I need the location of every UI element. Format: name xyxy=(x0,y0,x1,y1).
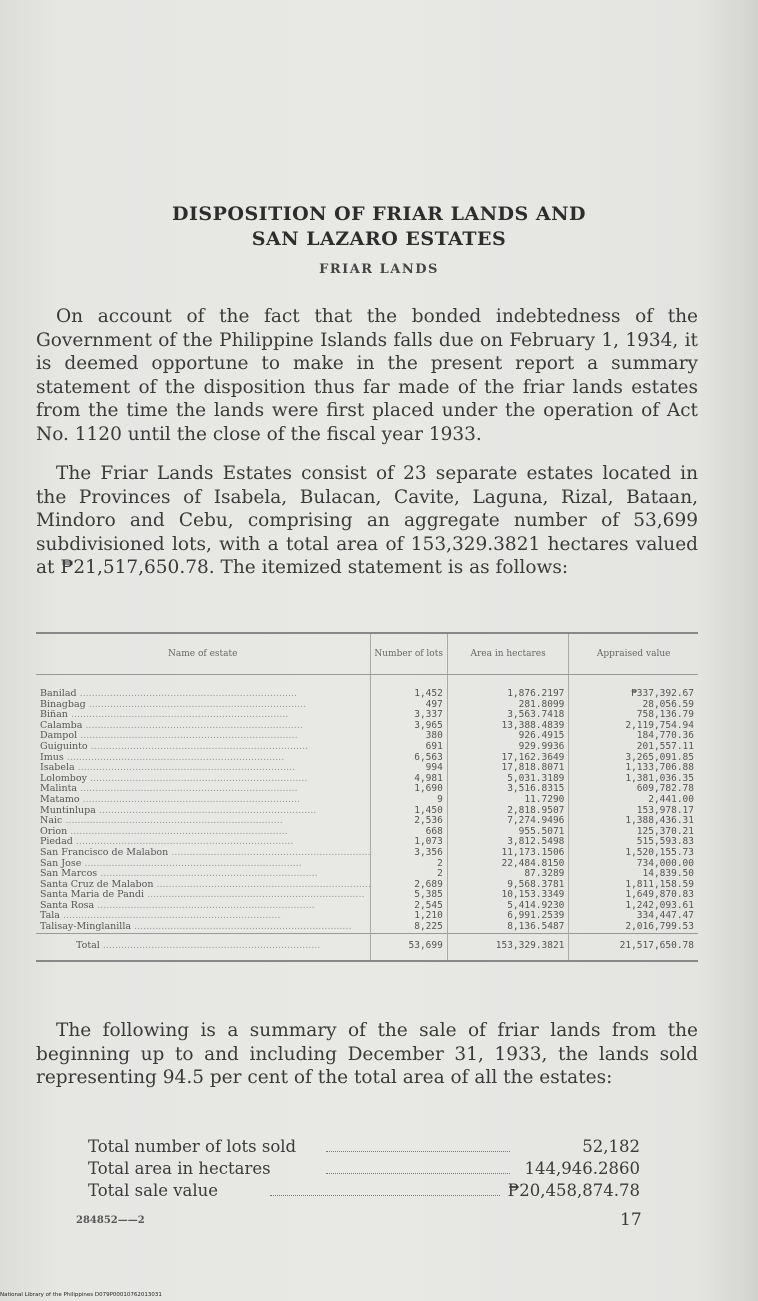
area-cell: 926.4915 xyxy=(447,731,569,742)
lots-cell: 5,385 xyxy=(370,890,447,901)
table-row xyxy=(36,880,698,891)
value-cell: 1,649,870.83 xyxy=(569,890,698,901)
lots-cell: 2 xyxy=(370,869,447,880)
total-cell: 153,329.3821 xyxy=(447,933,569,961)
value-cell: 734,000.00 xyxy=(569,859,698,870)
value-cell: 201,557.11 xyxy=(569,742,698,753)
paragraph-1: On account of the fact that the bonded indebtedness of the Government of the Philippine Islands falls due on February 1, 1934, it is deemed opportune to make in the present report a summary statement of the disposition thus far made of the friar lands estates from the time the lands were first placed under the operation of Act No. 1120 until the close of the fiscal year 1933. xyxy=(36,306,698,445)
table-row xyxy=(36,837,698,848)
estate-name: Calamba ..... xyxy=(36,721,370,732)
lots-cell: 2 xyxy=(370,859,447,870)
estate-name: Banilad ..... xyxy=(36,675,370,700)
estate-name: Piedad ..... xyxy=(36,837,370,848)
value-cell: 2,441.00 xyxy=(569,795,698,806)
value-cell: 184,770.36 xyxy=(569,731,698,742)
header-value: Appraised value xyxy=(569,633,698,675)
paragraph-2: The Friar Lands Estates consist of 23 separate estates located in the Provinces of Isabela, Bulacan, Cavite, Laguna, Rizal, Bataan, Mindoro and Cebu, comprising an aggregate number of 53,699 subdivisioned lots, with a total area of 153,329.3821 hectares valued at ₱21,517,650.78. The itemized statement is as follows: xyxy=(36,463,698,578)
summary-row xyxy=(88,1159,640,1181)
archive-footer: National Library of the Philippines D079P00010762013031 xyxy=(0,1292,162,1298)
value-cell: 1,133,706.88 xyxy=(569,763,698,774)
table-row xyxy=(36,721,698,732)
page-number: 17 xyxy=(620,1210,642,1230)
total-cell: 53,699 xyxy=(370,933,447,961)
area-cell: 3,516.8315 xyxy=(447,784,569,795)
title-line-2: SAN LAZARO ESTATES xyxy=(251,228,507,250)
table-row xyxy=(36,742,698,753)
summary-label: Total number of lots sold xyxy=(88,1137,297,1156)
value-cell: 1,242,093.61 xyxy=(569,901,698,912)
table-row xyxy=(36,806,698,817)
table-row xyxy=(36,784,698,795)
lots-cell: 380 xyxy=(370,731,447,742)
lots-cell: 3,965 xyxy=(370,721,447,732)
estates-table xyxy=(36,632,698,962)
estate-name: San Jose ..... xyxy=(36,859,370,870)
table-row xyxy=(36,710,698,721)
table-row xyxy=(36,795,698,806)
value-cell: 3,265,091.85 xyxy=(569,753,698,764)
area-cell: 281.8099 xyxy=(447,700,569,711)
lots-cell: 1,690 xyxy=(370,784,447,795)
table-row xyxy=(36,774,698,785)
value-cell: 2,016,799.53 xyxy=(569,922,698,933)
lots-cell: 497 xyxy=(370,700,447,711)
area-cell: 3,563.7418 xyxy=(447,710,569,721)
estate-name: Tala ..... xyxy=(36,911,370,922)
area-cell: 7,274.9496 xyxy=(447,816,569,827)
table-row xyxy=(36,731,698,742)
area-cell: 955.5071 xyxy=(447,827,569,838)
summary-value: 144,946.2860 xyxy=(524,1159,640,1178)
value-cell: 609,782.78 xyxy=(569,784,698,795)
total-cell: 21,517,650.78 xyxy=(569,933,698,961)
table-row xyxy=(36,890,698,901)
value-cell: ₱337,392.67 xyxy=(569,675,698,700)
lots-cell: 3,356 xyxy=(370,848,447,859)
lots-cell: 668 xyxy=(370,827,447,838)
lots-cell: 1,452 xyxy=(370,675,447,700)
area-cell: 10,153.3349 xyxy=(447,890,569,901)
dot-leader xyxy=(270,1181,500,1196)
estate-name: Santa Cruz de Malabon ..... xyxy=(36,880,370,891)
estate-name: Isabela ..... xyxy=(36,763,370,774)
area-cell: 11,173.1506 xyxy=(447,848,569,859)
area-cell: 9,568.3781 xyxy=(447,880,569,891)
value-cell: 515,593.83 xyxy=(569,837,698,848)
area-cell: 17,162.3649 xyxy=(447,753,569,764)
table-row xyxy=(36,869,698,880)
value-cell: 1,381,036.35 xyxy=(569,774,698,785)
estate-name: Talisay-Minglanilla ..... xyxy=(36,922,370,933)
estate-name: Muntinlupa ..... xyxy=(36,806,370,817)
table-row xyxy=(36,901,698,912)
table-row xyxy=(36,675,698,700)
summary-row xyxy=(88,1137,640,1159)
table-row xyxy=(36,753,698,764)
table-body xyxy=(36,675,698,961)
header-area: Area in hectares xyxy=(447,633,569,675)
header-name: Name of estate xyxy=(36,633,370,675)
lots-cell: 2,536 xyxy=(370,816,447,827)
header-lots: Number of lots xyxy=(370,633,447,675)
value-cell: 28,056.59 xyxy=(569,700,698,711)
summary-row xyxy=(88,1181,640,1203)
sale-summary xyxy=(88,1137,640,1203)
area-cell: 5,414.9230 xyxy=(447,901,569,912)
estate-name: Biñan ..... xyxy=(36,710,370,721)
lots-cell: 4,981 xyxy=(370,774,447,785)
value-cell: 153,978.17 xyxy=(569,806,698,817)
estate-name: Santa Rosa ..... xyxy=(36,901,370,912)
estate-name: Binagbag ..... xyxy=(36,700,370,711)
value-cell: 125,370.21 xyxy=(569,827,698,838)
table-row xyxy=(36,816,698,827)
table-row xyxy=(36,911,698,922)
table-header-row xyxy=(36,633,698,675)
area-cell: 22,484.8150 xyxy=(447,859,569,870)
estate-name: Orion ..... xyxy=(36,827,370,838)
estate-name: Imus ..... xyxy=(36,753,370,764)
table-row xyxy=(36,859,698,870)
table-total-row xyxy=(36,933,698,961)
lots-cell: 1,073 xyxy=(370,837,447,848)
dot-leader xyxy=(326,1137,510,1152)
summary-value: ₱20,458,874.78 xyxy=(507,1181,640,1200)
estate-name: San Marcos ..... xyxy=(36,869,370,880)
area-cell: 6,991.2539 xyxy=(447,911,569,922)
area-cell: 3,812.5498 xyxy=(447,837,569,848)
estate-name: San Francisco de Malabon ..... xyxy=(36,848,370,859)
area-cell: 2,818.9507 xyxy=(447,806,569,817)
total-cell: Total ..... xyxy=(36,933,370,961)
table-row xyxy=(36,763,698,774)
area-cell: 13,388.4839 xyxy=(447,721,569,732)
estate-name: Matamo ..... xyxy=(36,795,370,806)
value-cell: 1,520,155.73 xyxy=(569,848,698,859)
summary-value: 52,182 xyxy=(582,1137,640,1156)
estate-name: Guiguinto ..... xyxy=(36,742,370,753)
estate-name: Santa Maria de Pandi ..... xyxy=(36,890,370,901)
dot-leader xyxy=(326,1159,510,1174)
paragraph-3: The following is a summary of the sale of friar lands from the beginning up to and including December 31, 1933, the lands sold representing 94.5 per cent of the total area of all the estates: xyxy=(36,1020,698,1088)
value-cell: 334,447.47 xyxy=(569,911,698,922)
area-cell: 5,031.3189 xyxy=(447,774,569,785)
value-cell: 1,811,158.59 xyxy=(569,880,698,891)
value-cell: 758,136.79 xyxy=(569,710,698,721)
estate-name: Naic ..... xyxy=(36,816,370,827)
lots-cell: 994 xyxy=(370,763,447,774)
area-cell: 929.9936 xyxy=(447,742,569,753)
area-cell: 8,136.5487 xyxy=(447,922,569,933)
area-cell: 17,818.8071 xyxy=(447,763,569,774)
area-cell: 11.7290 xyxy=(447,795,569,806)
area-cell: 1,876.2197 xyxy=(447,675,569,700)
lots-cell: 1,210 xyxy=(370,911,447,922)
table-row xyxy=(36,848,698,859)
lots-cell: 2,689 xyxy=(370,880,447,891)
estate-name: Lolomboy ..... xyxy=(36,774,370,785)
value-cell: 1,388,436.31 xyxy=(569,816,698,827)
title-line-1: DISPOSITION OF FRIAR LANDS AND xyxy=(172,203,586,225)
summary-label: Total area in hectares xyxy=(88,1159,271,1178)
lots-cell: 3,337 xyxy=(370,710,447,721)
table-row xyxy=(36,827,698,838)
table-row xyxy=(36,922,698,933)
section-subtitle: FRIAR LANDS xyxy=(319,262,439,277)
lots-cell: 8,225 xyxy=(370,922,447,933)
lots-cell: 9 xyxy=(370,795,447,806)
table-row xyxy=(36,700,698,711)
estate-name: Malinta ..... xyxy=(36,784,370,795)
printer-signature: 284852——2 xyxy=(76,1215,145,1226)
lots-cell: 691 xyxy=(370,742,447,753)
estate-name: Dampol ..... xyxy=(36,731,370,742)
area-cell: 87.3289 xyxy=(447,869,569,880)
lots-cell: 1,450 xyxy=(370,806,447,817)
value-cell: 14,839.50 xyxy=(569,869,698,880)
lots-cell: 6,563 xyxy=(370,753,447,764)
lots-cell: 2,545 xyxy=(370,901,447,912)
summary-label: Total sale value xyxy=(88,1181,219,1200)
value-cell: 2,119,754.94 xyxy=(569,721,698,732)
